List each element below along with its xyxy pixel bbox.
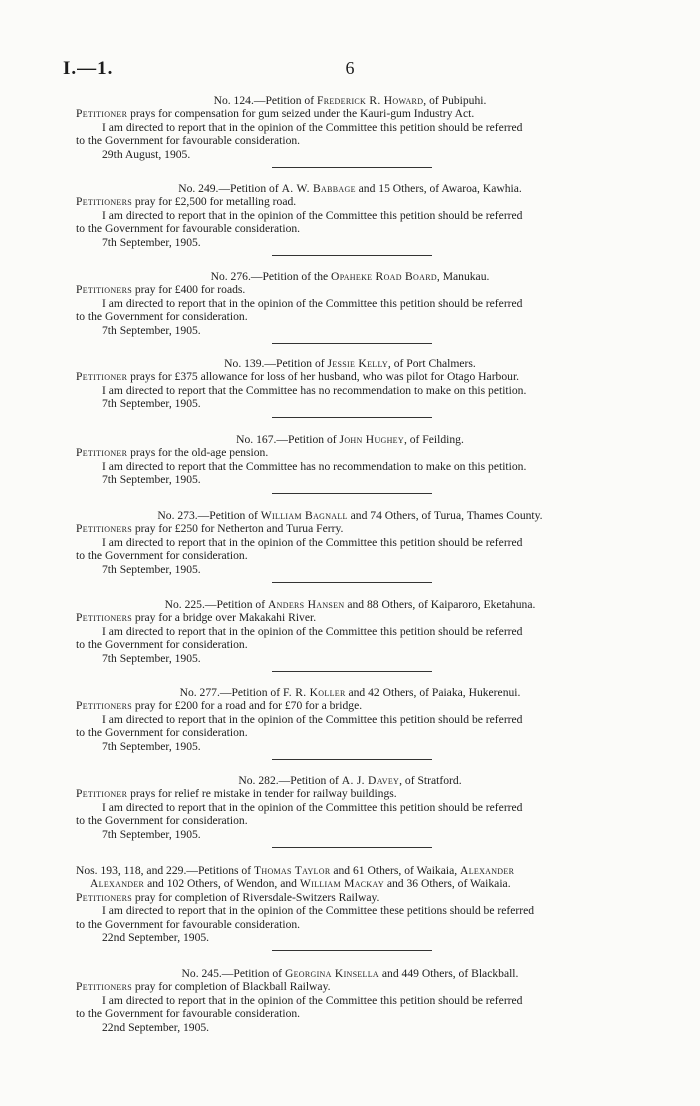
petition-entry <box>0 433 700 494</box>
committee-report: I am directed to report that in the opinion of the Committee this petition should be referred <box>102 800 523 814</box>
petitioner-name: Alexander <box>90 877 145 891</box>
petition-prayer: Petitioners pray for £2,500 for metalling road. <box>76 195 297 209</box>
committee-report-continued: to the Government for favourable consideration. <box>76 134 301 148</box>
petitioner-name: William Bagnall <box>260 509 348 522</box>
committee-report: I am directed to report that the Committee has no recommendation to make on this petition. <box>102 383 527 397</box>
report-date: 7th September, 1905. <box>102 739 201 753</box>
separator-rule <box>272 759 432 760</box>
committee-report-continued: to the Government for consideration. <box>76 549 248 563</box>
petition-entry <box>0 598 700 672</box>
committee-report: I am directed to report that in the opinion of the Committee this petition should be referred <box>102 993 523 1007</box>
petition-prayer: Petitioner prays for the old-age pension. <box>76 446 269 460</box>
document-reference: I.—1. <box>63 58 114 79</box>
petition-title: No. 273.—Petition of William Bagnall and 74 Others, of Turua, Thames County. <box>157 509 543 522</box>
petition-title: No. 282.—Petition of A. J. Davey, of Stratford. <box>238 774 462 787</box>
separator-rule <box>272 343 432 344</box>
petition-entry <box>0 864 700 951</box>
committee-report-continued: to the Government for favourable consideration. <box>76 1007 301 1021</box>
petitioner-name: A. J. Davey <box>341 774 400 787</box>
petitioner-name: Alexander <box>460 864 515 877</box>
petition-prayer: Petitioners pray for completion of Riversdale-Switzers Railway. <box>76 890 380 904</box>
separator-rule <box>272 671 432 672</box>
report-date: 7th September, 1905. <box>102 323 201 337</box>
report-date: 7th September, 1905. <box>102 827 201 841</box>
petitioner-name: Georgina Kinsella <box>284 967 380 980</box>
committee-report-continued: to the Government for favourable consideration. <box>76 917 301 931</box>
committee-report: I am directed to report that the Committee has no recommendation to make on this petition. <box>102 459 527 473</box>
petition-entry <box>0 182 700 256</box>
committee-report: I am directed to report that in the opinion of the Committee this petition should be referred <box>102 535 523 549</box>
report-date: 7th September, 1905. <box>102 473 201 487</box>
petition-prayer: Petitioner prays for relief re mistake in tender for railway buildings. <box>76 787 397 801</box>
petition-title: No. 225.—Petition of Anders Hansen and 88 Others, of Kaiparoro, Eketahuna. <box>164 598 536 611</box>
petitioner-name: William Mackay <box>299 877 384 891</box>
petition-prayer: Petitioners pray for £250 for Netherton and Turua Ferry. <box>76 522 344 536</box>
separator-rule <box>272 493 432 494</box>
petition-prayer: Petitioners pray for £400 for roads. <box>76 283 246 297</box>
separator-rule <box>272 847 432 848</box>
petitioner-name: John Hughey <box>339 433 404 446</box>
committee-report: I am directed to report that in the opinion of the Committee this petition should be referred <box>102 624 523 638</box>
petitioner-name: Frederick R. Howard <box>316 94 424 107</box>
committee-report: I am directed to report that in the opinion of the Committee this petition should be referred <box>102 120 523 134</box>
petition-title: No. 139.—Petition of Jessie Kelly, of Port Chalmers. <box>224 357 476 370</box>
report-date: 29th August, 1905. <box>102 147 191 161</box>
petition-title: No. 167.—Petition of John Hughey, of Feilding. <box>236 433 464 446</box>
petitioner-name: F. R. Koller <box>282 686 346 699</box>
petition-prayer: Petitioners pray for completion of Blackball Railway. <box>76 980 331 994</box>
petition-title: No. 245.—Petition of Georgina Kinsella and 449 Others, of Blackball. <box>181 967 519 980</box>
petition-title: No. 277.—Petition of F. R. Koller and 42 Others, of Paiaka, Hukerenui. <box>179 686 521 699</box>
petition-entry <box>0 94 700 168</box>
report-date: 7th September, 1905. <box>102 235 201 249</box>
committee-report-continued: to the Government for favourable consideration. <box>76 222 301 236</box>
petition-prayer: Petitioners pray for £200 for a road and for £70 for a bridge. <box>76 699 363 713</box>
separator-rule <box>272 417 432 418</box>
petition-title: No. 249.—Petition of A. W. Babbage and 15 Others, of Awaroa, Kawhia. <box>178 182 522 195</box>
committee-report: I am directed to report that in the opinion of the Committee this petition should be referred <box>102 712 523 726</box>
separator-rule <box>272 950 432 951</box>
petition-title: No. 124.—Petition of Frederick R. Howard, of Pubipuhi. <box>213 94 487 107</box>
committee-report-continued: to the Government for consideration. <box>76 726 248 740</box>
petitioner-name: A. W. Babbage <box>281 182 356 195</box>
petition-prayer: Petitioners pray for a bridge over Makakahi River. <box>76 611 317 625</box>
committee-report-continued: to the Government for consideration. <box>76 638 248 652</box>
petitioner-name: Jessie Kelly <box>327 357 388 370</box>
petition-entry <box>0 686 700 760</box>
petition-entry <box>0 357 700 418</box>
page-number: 6 <box>345 58 355 78</box>
petition-entry <box>0 509 700 583</box>
separator-rule <box>272 255 432 256</box>
petition-entry <box>0 774 700 848</box>
committee-report: I am directed to report that in the opinion of the Committee this petition should be referred <box>102 296 523 310</box>
report-date: 7th September, 1905. <box>102 651 201 665</box>
report-date: 7th September, 1905. <box>102 397 201 411</box>
committee-report: I am directed to report that in the opinion of the Committee these petitions should be referred <box>102 904 535 918</box>
report-date: 22nd September, 1905. <box>102 1020 210 1034</box>
petition-entry <box>0 270 700 344</box>
petition-prayer: Petitioner prays for £375 allowance for loss of her husband, who was pilot for Otago Harbour. <box>76 370 520 384</box>
committee-report: I am directed to report that in the opinion of the Committee this petition should be referred <box>102 208 523 222</box>
petition-prayer: Petitioner prays for compensation for gum seized under the Kauri-gum Industry Act. <box>76 107 475 121</box>
separator-rule <box>272 167 432 168</box>
petitioner-name: Anders Hansen <box>268 598 345 611</box>
report-date: 7th September, 1905. <box>102 562 201 576</box>
separator-rule <box>272 582 432 583</box>
report-date: 22nd September, 1905. <box>102 931 210 945</box>
petition-title: Nos. 193, 118, and 229.—Petitions of Thomas Taylor and 61 Others, of Waikaia, Alexander Alexander and 102 Others, of Wendon, and William Mackay and 36 Others, of Waikaia. <box>76 864 515 891</box>
petition-entry <box>0 967 700 1034</box>
petitioner-name: Thomas Taylor <box>253 864 331 877</box>
petition-title: No. 276.—Petition of the Opaheke Road Board, Manukau. <box>210 270 490 283</box>
committee-report-continued: to the Government for consideration. <box>76 814 248 828</box>
page-header <box>0 58 700 78</box>
committee-report-continued: to the Government for consideration. <box>76 310 248 324</box>
petitioner-name: Opaheke Road Board <box>331 270 437 283</box>
